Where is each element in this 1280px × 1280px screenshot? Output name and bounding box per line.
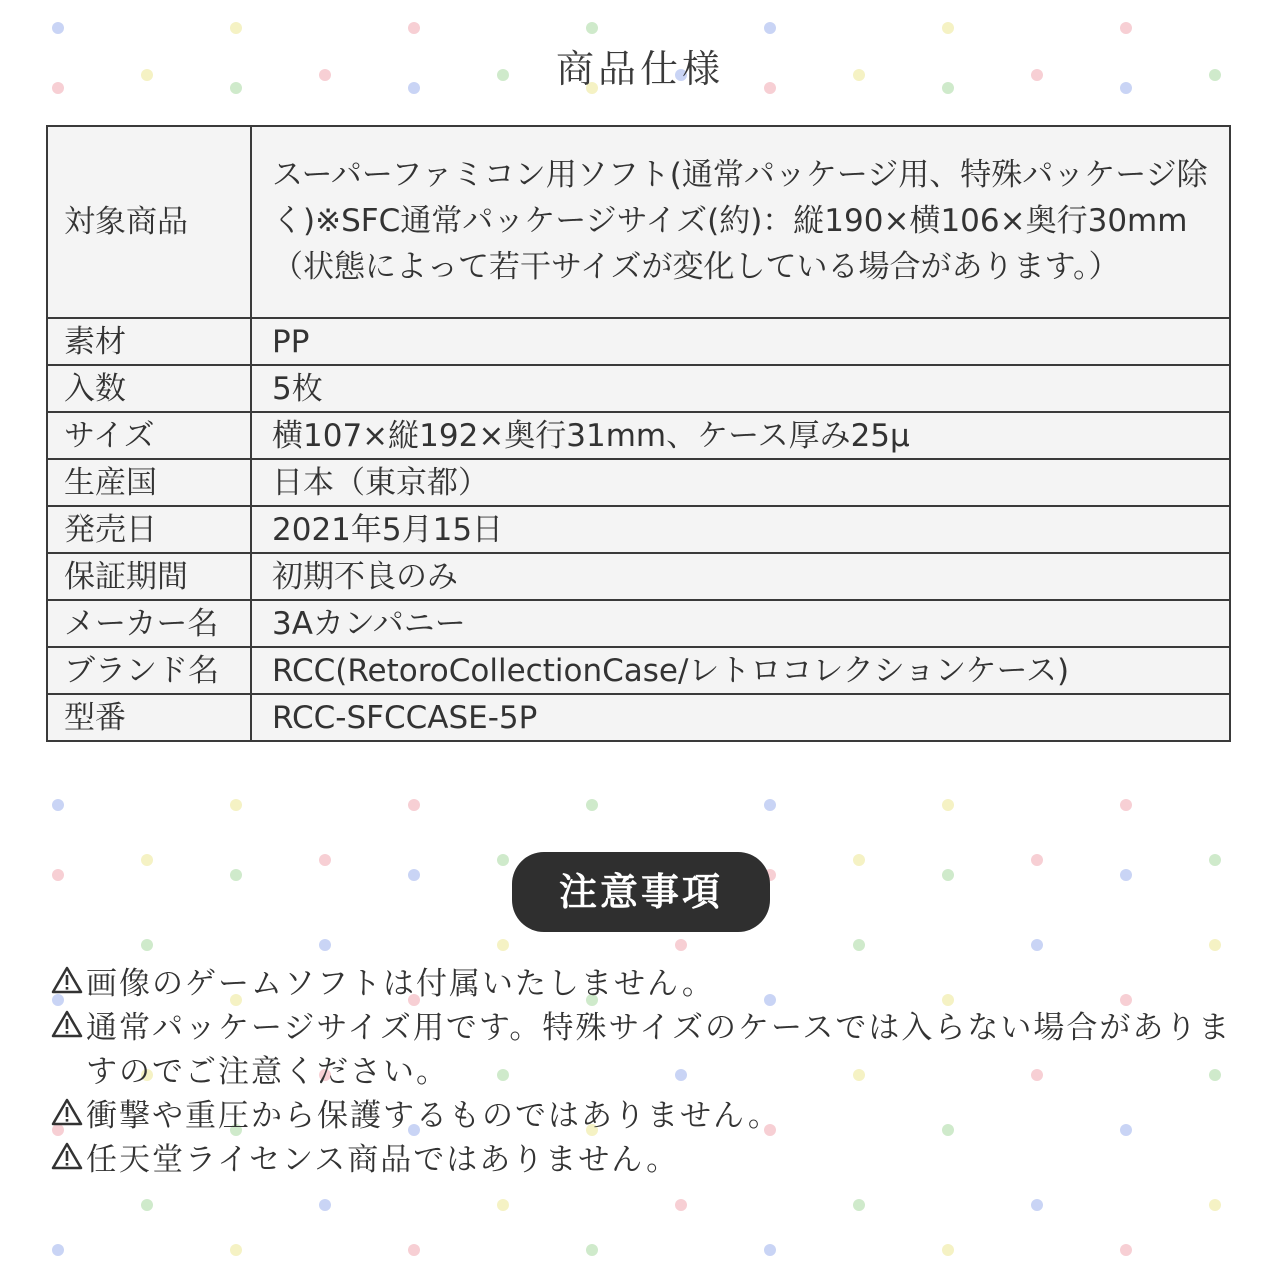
spec-row-warranty [47, 553, 1230, 600]
spec-row-maker [47, 600, 1230, 647]
notice-item [50, 962, 1250, 1006]
notice-text: 画像のゲームソフトは付属いたしません。 [86, 966, 715, 1002]
notice-list [50, 962, 1250, 1182]
spec-label: 生産国 [47, 459, 251, 506]
spec-value: 日本（東京都） [251, 459, 1230, 506]
notice-text: 衝撃や重圧から保護するものではありません。 [86, 1098, 781, 1134]
spec-label: 対象商品 [47, 126, 251, 318]
warning-triangle-icon [50, 962, 84, 996]
warning-triangle-icon [50, 1094, 84, 1128]
spec-table [46, 125, 1231, 742]
spec-value: 3Aカンパニー [251, 600, 1230, 647]
notice-heading: 注意事項 [512, 852, 770, 932]
spec-row-size [47, 412, 1230, 459]
spec-value: 初期不良のみ [251, 553, 1230, 600]
spec-value: スーパーファミコン用ソフト(通常パッケージ用、特殊パッケージ除く)※SFC通常パッケージサイズ(約)：縦190×横106×奥行30mm（状態によって若干サイズが変化している場合があります。） [251, 126, 1230, 318]
spec-label: サイズ [47, 412, 251, 459]
notice-text: 任天堂ライセンス商品ではありません。 [86, 1142, 680, 1178]
spec-label: ブランド名 [47, 647, 251, 694]
spec-value: RCC-SFCCASE-5P [251, 694, 1230, 741]
notice-text: 通常パッケージサイズ用です。特殊サイズのケースでは入らない場合がありますのでご注意ください。 [86, 1010, 1232, 1090]
spec-label: メーカー名 [47, 600, 251, 647]
spec-label: 保証期間 [47, 553, 251, 600]
notice-item [50, 1006, 1250, 1094]
spec-label: 素材 [47, 318, 251, 365]
spec-row-country [47, 459, 1230, 506]
spec-label: 発売日 [47, 506, 251, 553]
spec-value: 2021年5月15日 [251, 506, 1230, 553]
page-title: 商品仕様 [555, 47, 724, 91]
warning-triangle-icon [50, 1138, 84, 1172]
spec-row-release-date [47, 506, 1230, 553]
spec-value: RCC(RetoroCollectionCase/レトロコレクションケース) [251, 647, 1230, 694]
notice-item [50, 1094, 1250, 1138]
spec-value: PP [251, 318, 1230, 365]
spec-value: 5枚 [251, 365, 1230, 412]
spec-label: 入数 [47, 365, 251, 412]
spec-value: 横107×縦192×奥行31mm、ケース厚み25μ [251, 412, 1230, 459]
spec-label: 型番 [47, 694, 251, 741]
spec-row-model-number [47, 694, 1230, 741]
notice-item [50, 1138, 1250, 1182]
spec-row-quantity [47, 365, 1230, 412]
warning-triangle-icon [50, 1006, 84, 1040]
spec-row-target [47, 126, 1230, 318]
spec-row-brand [47, 647, 1230, 694]
spec-row-material [47, 318, 1230, 365]
